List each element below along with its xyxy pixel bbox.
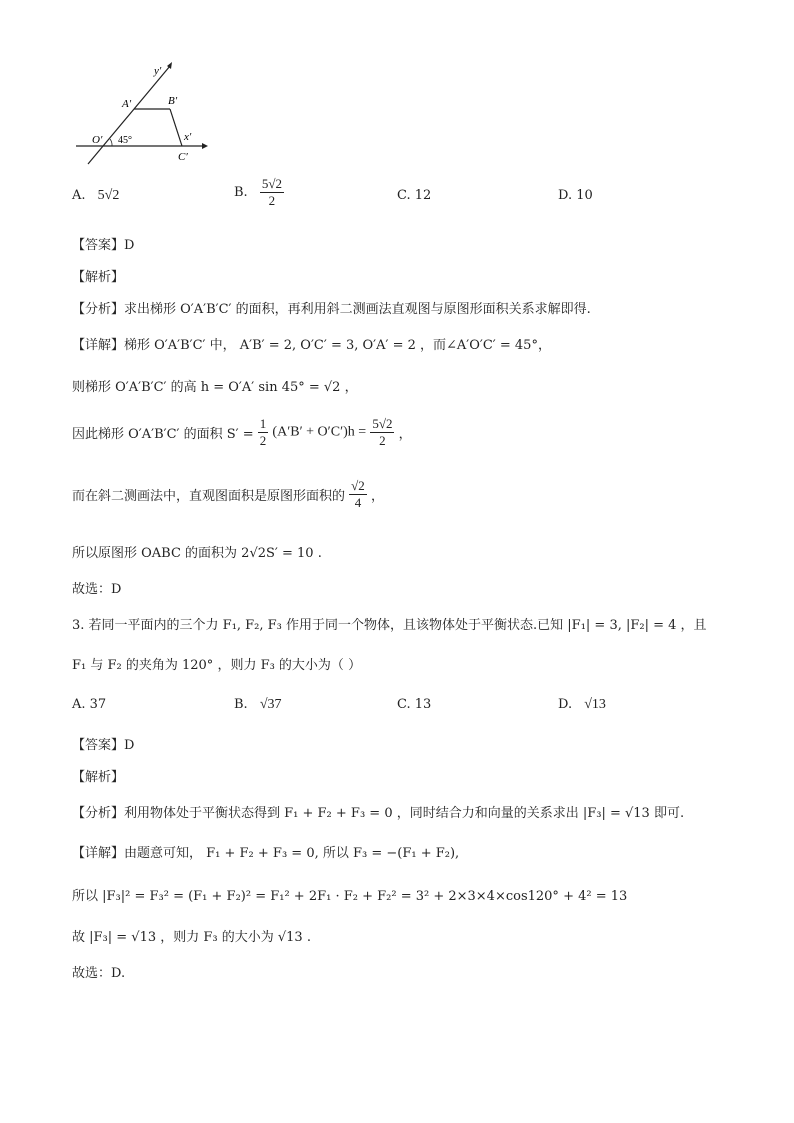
line3-mid: (A′B′ + O′C′)h = xyxy=(272,424,367,440)
q3-stem-line1: 3. 若同一平面内的三个力 F₁, F₂, F₃ 作用于同一个物体，且该物体处于平衡状态.已知 |F₁| = 3, |F₂| = 4 ，且 xyxy=(72,618,707,633)
q2-option-b-den: 2 xyxy=(268,193,276,208)
answer-tag: 【答案】 xyxy=(72,238,125,253)
line4-pre: 而在斜二测画法中，直观图面积是原图形面积的 xyxy=(72,489,346,504)
half-den: 2 xyxy=(259,433,267,448)
q2-detail-line4 xyxy=(72,478,384,511)
q2-conclusion: 故选：D xyxy=(72,582,122,597)
q3-analysis-heading: 【解析】 xyxy=(72,770,125,785)
oblique-axes-diagram xyxy=(72,58,212,170)
q2-fenxi xyxy=(72,298,591,317)
label-c: C′ xyxy=(178,151,188,163)
q3-stem-line2: F₁ 与 F₂ 的夹角为 120° ，则力 F₃ 的大小为（ ） xyxy=(72,658,362,673)
q2-detail-line5: 所以原图形 OABC 的面积为 2√2S′ = 10 . xyxy=(72,546,322,561)
line4-num: √2 xyxy=(351,478,365,493)
q3-option-a: A. 37 xyxy=(72,697,107,712)
q3-option-d xyxy=(558,697,606,713)
trapezoid-figure xyxy=(72,58,212,170)
q3-option-b-label: B. xyxy=(234,697,248,712)
q2-option-a-value: 5√2 xyxy=(97,188,120,203)
q3-detail-line1 xyxy=(72,842,459,861)
half-num: 1 xyxy=(259,416,267,431)
q3-option-d-label: D. xyxy=(558,697,573,712)
q2-option-a xyxy=(72,188,119,204)
label-x: x′ xyxy=(184,131,192,143)
q2-detail-line3 xyxy=(72,416,412,449)
result-num: 5√2 xyxy=(372,416,393,431)
label-angle: 45° xyxy=(118,135,132,146)
label-b: B′ xyxy=(168,95,178,107)
answer-value: D xyxy=(124,238,135,253)
label-y: y′ xyxy=(154,65,162,77)
q2-option-b-fraction xyxy=(260,176,284,209)
line3-result-fraction xyxy=(370,416,394,449)
fenxi-tag: 【分析】 xyxy=(72,302,125,317)
q3-fenxi xyxy=(72,802,684,821)
q2-option-b-num: 5√2 xyxy=(261,176,282,191)
q2-option-c: C. 12 xyxy=(397,188,432,203)
q3-answer xyxy=(72,734,134,753)
q2-answer xyxy=(72,234,134,253)
result-den: 2 xyxy=(379,433,386,448)
q2-option-b xyxy=(234,176,284,209)
q3-detail-line3: 故 |F₃| = √13 ，则力 F₃ 的大小为 √13 . xyxy=(72,930,311,945)
line4-den: 4 xyxy=(354,495,362,510)
q2-option-a-label: A. xyxy=(72,188,86,203)
detail-text: 由题意可知， F₁ + F₂ + F₃ = 0, 所以 F₃ = −(F₁ + F₂), xyxy=(124,846,460,861)
q2-detail-line2: 则梯形 O′A′B′C′ 的高 h = O′A′ sin 45° = √2 ， xyxy=(72,380,358,395)
fenxi-tag: 【分析】 xyxy=(72,806,125,821)
line4-end: ， xyxy=(370,489,384,504)
xiangjie-tag: 【详解】 xyxy=(72,338,125,353)
q2-option-b-label: B. xyxy=(234,185,248,200)
q3-option-d-value: √13 xyxy=(584,697,606,712)
q2-detail-line1 xyxy=(72,334,551,353)
line3-half-fraction xyxy=(258,416,269,449)
q3-option-c: C. 13 xyxy=(397,697,432,712)
line3-end: ， xyxy=(398,427,412,442)
q2-analysis-heading: 【解析】 xyxy=(72,270,125,285)
answer-tag: 【答案】 xyxy=(72,738,125,753)
q3-option-b-value: √37 xyxy=(259,697,282,712)
line3-pre: 因此梯形 O′A′B′C′ 的面积 S′ = xyxy=(72,427,254,442)
line4-fraction xyxy=(349,478,367,511)
q3-conclusion: 故选：D. xyxy=(72,966,126,981)
detail-text: 梯形 O′A′B′C′ 中， A′B′ = 2, O′C′ = 3, O′A′ = 2 ，而∠A′O′C′ = 45°， xyxy=(124,338,551,353)
fenxi-text: 求出梯形 O′A′B′C′ 的面积，再利用斜二测画法直观图与原图形面积关系求解即得. xyxy=(124,302,591,317)
q2-option-d: D. 10 xyxy=(558,188,593,203)
xiangjie-tag: 【详解】 xyxy=(72,846,125,861)
label-a: A′ xyxy=(122,98,132,110)
q3-option-b xyxy=(234,697,282,713)
answer-value: D xyxy=(124,738,135,753)
fenxi-text: 利用物体处于平衡状态得到 F₁ + F₂ + F₃ = 0 ，同时结合力和向量的关系求出 |F₃| = √13 即可. xyxy=(124,806,685,821)
q3-detail-line2: 所以 |F₃|² = F₃² = (F₁ + F₂)² = F₁² + 2F₁ · F₂ + F₂² = 3² + 2×3×4×cos120° + 4² = 13 xyxy=(72,889,628,904)
label-o: O′ xyxy=(92,134,103,146)
